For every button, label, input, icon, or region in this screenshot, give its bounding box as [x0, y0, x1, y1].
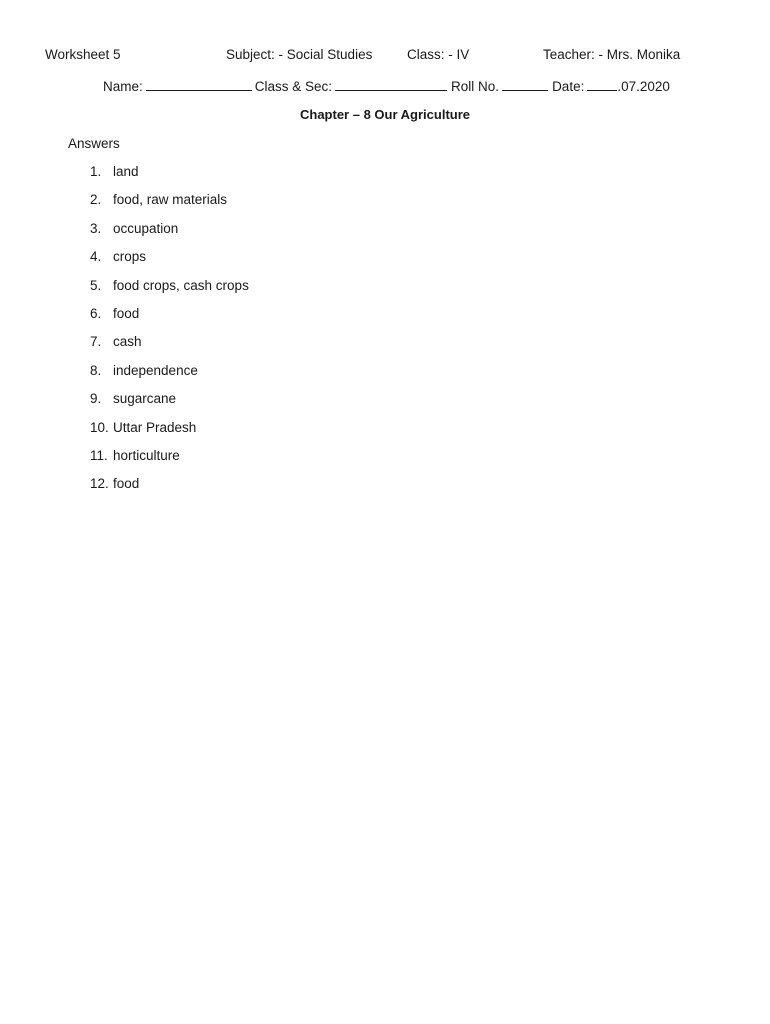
answer-text: food — [113, 305, 140, 321]
class-sec-blank — [335, 78, 447, 91]
answers-heading: Answers — [68, 136, 120, 151]
answer-number: 8. — [90, 362, 102, 378]
date-blank — [587, 78, 617, 91]
date-suffix: .07.2020 — [617, 79, 670, 94]
answer-text: food — [113, 476, 140, 492]
answer-text: cash — [113, 334, 142, 350]
answer-number: 2. — [90, 192, 102, 208]
answer-text: food, raw materials — [113, 192, 228, 208]
answer-number: 4. — [90, 249, 102, 265]
class-label: Class: - IV — [407, 47, 470, 62]
answer-number: 1. — [90, 164, 102, 179]
chapter-title: Chapter – 8 Our Agriculture — [300, 107, 470, 122]
answer-number: 5. — [90, 277, 102, 293]
name-label: Name: — [103, 79, 143, 94]
date-label: Date: — [552, 79, 585, 94]
name-blank — [146, 78, 252, 91]
answer-number: 12. — [90, 476, 109, 492]
roll-no-label: Roll No. — [451, 79, 500, 94]
class-sec-label: Class & Sec: — [254, 79, 333, 94]
worksheet-number: Worksheet 5 — [45, 47, 121, 62]
subject-label: Subject: - Social Studies — [226, 47, 373, 62]
answer-text: occupation — [113, 220, 179, 236]
answer-number: 9. — [90, 391, 102, 407]
answer-text: independence — [113, 362, 198, 378]
answer-text: Uttar Pradesh — [113, 419, 197, 435]
worksheet-header — [0, 47, 770, 67]
answer-number: 6. — [90, 305, 102, 321]
student-info-row — [103, 78, 670, 94]
answer-text: horticulture — [113, 447, 180, 463]
answer-text: food crops, cash crops — [113, 277, 249, 293]
answer-text: sugarcane — [113, 391, 177, 407]
answer-text: land — [113, 164, 139, 179]
answer-text: crops — [113, 249, 147, 265]
answer-number: 11. — [90, 447, 108, 463]
answer-number: 3. — [90, 220, 102, 236]
answer-number: 7. — [90, 334, 102, 350]
answer-number: 10. — [90, 419, 109, 435]
roll-no-blank — [502, 78, 548, 91]
teacher-label: Teacher: - Mrs. Monika — [543, 47, 681, 62]
